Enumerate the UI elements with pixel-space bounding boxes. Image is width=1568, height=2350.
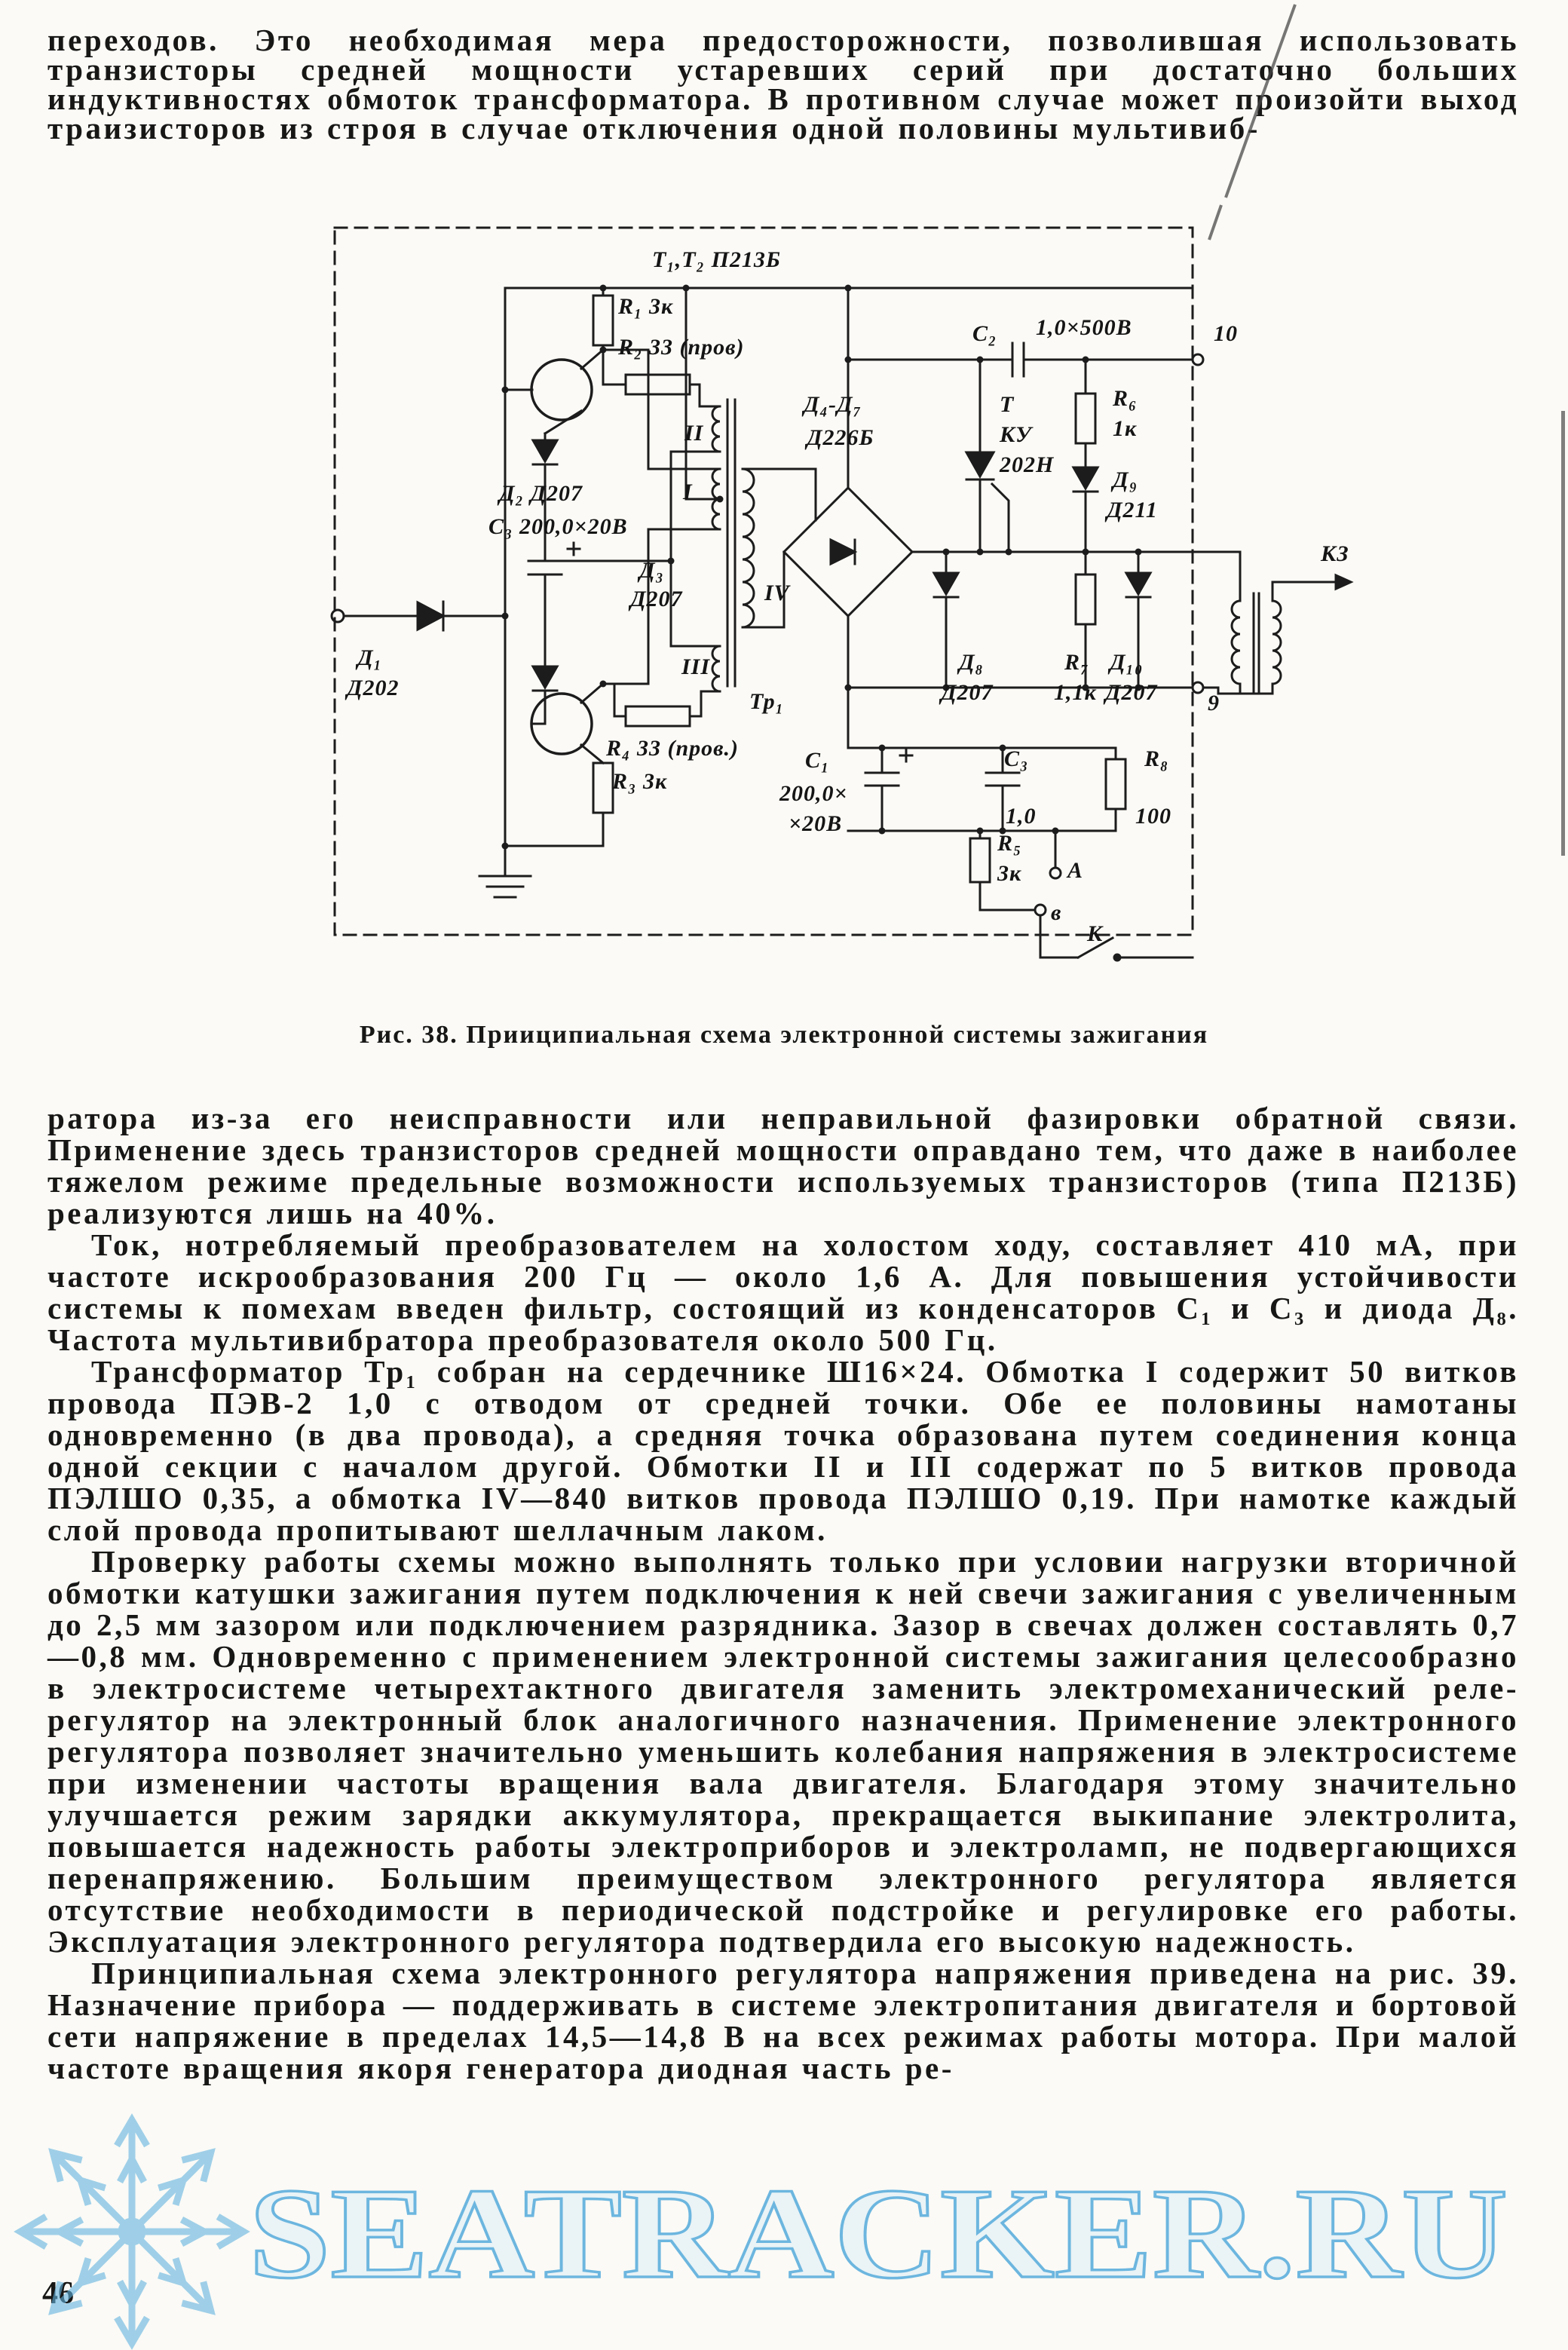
label-r6-value: 1к bbox=[1113, 416, 1138, 441]
label-terminal-9: 9 bbox=[1208, 691, 1220, 715]
label-c1: С₁ bbox=[805, 748, 830, 773]
transformer-tr1 bbox=[712, 400, 754, 691]
top-paragraph: переходов. Это необходимая мера предосторожности, позволившая использовать транзисторы средней мощности устаревших серий при достаточно больших индуктивностях обмоток трансформатора. В противном случае может произойти выход траизисторов из строя в случае отключения одной половины мультивиб- bbox=[47, 23, 1519, 146]
label-d10-value: Д207 bbox=[1105, 680, 1158, 705]
paragraph: Проверку работы схемы можно выполнять только при условии нагрузки вторичной обмотки катушки зажигания путем подключения к ней свечи зажигания с увеличенным до 2,5 мм зазором или подключением разрядника. Зазор в свечах должен составлять 0,7—0,8 мм. Одновременно с применением электронной системы зажигания целесообразно в электросистеме четырехтактного двигателя заменить электромеханический реле-регулятор на электронный блок аналогичного назначения. Применение электронного регулятора позволяет значительно уменьшить колебания напряжения в электросистеме при изменении частоты вращения вала двигателя. Благодаря этому значительно улучшается режим зарядки аккумулятора, прекращается выкипание электролита, повышается надежность работы электроприборов и электроламп, не подвергающихся перенапряжению. Большим преимуществом электронного регулятора является отсутствие необходимости в периодической подстройке и регулировке его работы. Эксплуатация электронного регулятора подтвердила его высокую надежность. bbox=[47, 1544, 1519, 1959]
resistor-r2 bbox=[626, 375, 690, 394]
capacitor-c1 bbox=[865, 749, 912, 786]
label-r2: R₂ 33 (пров) bbox=[618, 335, 745, 360]
label-d9-value: Д211 bbox=[1107, 498, 1158, 522]
ignition-coil bbox=[1203, 575, 1351, 694]
bridge-rectifier bbox=[784, 488, 912, 616]
paragraph: ратора из-за его неисправности или неправильной фазировки обратной связи. Применение здесь транзисторов средней мощности оправдано тем, что даже в наиболее тяжелом режиме предельные возможности используемых транзисторов (типа П213Б) реализуются лишь на 40%. bbox=[47, 1101, 1519, 1230]
label-c1-value1: 200,0× bbox=[779, 781, 848, 806]
label-winding-3: III bbox=[681, 654, 711, 679]
label-d4-d7: Д₄-Д₇ bbox=[804, 392, 862, 417]
label-kz: КЗ bbox=[1321, 541, 1349, 566]
paragraph: Ток, нотребляемый преобразователем на холостом ходу, составляет 410 мА, при частоте искрообразования 200 Гц — около 1,6 А. Для повышения устойчивости системы к помехам введен фильтр, состоящий из конденсаторов С₁ и С₃ и диода Д₈. Частота мультивибратора преобразователя около 500 Гц. bbox=[47, 1227, 1519, 1357]
label-d8: Д₈ bbox=[959, 650, 984, 675]
snowflake-icon bbox=[20, 2120, 243, 2343]
input-terminal bbox=[332, 610, 344, 622]
label-c2-value: 1,0×500В bbox=[1036, 315, 1132, 340]
label-c2: С₂ bbox=[972, 321, 997, 346]
diode-d3 bbox=[533, 666, 557, 688]
thyristor-ku202n bbox=[966, 452, 994, 476]
label-terminal-10: 10 bbox=[1214, 321, 1238, 346]
resistor-r8 bbox=[1106, 759, 1125, 809]
label-terminal-v: в bbox=[1051, 900, 1062, 925]
label-d8-value: Д207 bbox=[941, 680, 994, 705]
pen-mark bbox=[1161, 0, 1327, 249]
label-c3-bottom-value: 1,0 bbox=[1006, 804, 1037, 829]
resistor-r1 bbox=[593, 296, 613, 345]
diode-d9 bbox=[1073, 467, 1098, 489]
label-d3: Д₃ bbox=[639, 558, 664, 583]
label-d9: Д₉ bbox=[1113, 467, 1138, 492]
capacitor-c3-bottom bbox=[986, 773, 1019, 786]
label-d1-value: Д202 bbox=[347, 676, 400, 700]
label-r8-value: 100 bbox=[1135, 804, 1171, 829]
watermark-text: SEATRACKER.RU bbox=[249, 2162, 1508, 2306]
label-c1-value2: ×20В bbox=[789, 811, 843, 836]
diode-d8 bbox=[934, 573, 958, 594]
terminal-a bbox=[1050, 868, 1061, 878]
label-r1: R₁ 3к bbox=[618, 294, 674, 319]
resistor-r5 bbox=[970, 838, 990, 882]
label-tr1: Тр₁ bbox=[749, 689, 785, 714]
body-text bbox=[47, 1102, 1519, 2084]
diode-d10 bbox=[1126, 573, 1150, 594]
terminal-10 bbox=[1193, 354, 1203, 365]
label-r6: R₆ bbox=[1113, 386, 1138, 411]
label-r5: R₅ bbox=[997, 831, 1022, 856]
label-c3-bottom: С₃ bbox=[1004, 746, 1029, 771]
resistor-r6 bbox=[1076, 394, 1095, 443]
resistor-r7 bbox=[1076, 574, 1095, 624]
label-terminal-a: А bbox=[1067, 858, 1084, 883]
label-thyristor-t: Т bbox=[1000, 392, 1015, 417]
label-thyristor-ku: КУ bbox=[1000, 422, 1032, 447]
label-terminal-k: К bbox=[1087, 921, 1104, 946]
label-r3: R₃ 3к bbox=[612, 769, 668, 794]
capacitor-c2 bbox=[1012, 343, 1024, 376]
label-d226b: Д226Б bbox=[807, 425, 874, 450]
label-c3-left: С₃ 200,0×20В bbox=[488, 514, 628, 539]
label-r8: R₈ bbox=[1144, 746, 1169, 771]
label-winding-2: II bbox=[684, 421, 704, 446]
label-thyristor-202n: 202Н bbox=[1000, 452, 1055, 477]
label-r7: R₇ bbox=[1064, 650, 1089, 675]
diode-d2 bbox=[533, 440, 557, 461]
label-r4: R₄ 33 (пров.) bbox=[606, 736, 740, 761]
resistor-r3 bbox=[593, 763, 613, 813]
paragraph: Трансформатор Тр₁ собран на сердечнике Ш16×24. Обмотка I содержит 50 витков провода ПЭВ-2 1,0 с отводом от средней точки. Обе ее половины намотаны одновременно (в два провода), а средняя точка образована путем соединения конца одной секции с началом другой. Обмотки II и III содержат по 5 витков провода ПЭЛШО 0,35, а обмотка IV—840 витков провода ПЭЛШО 0,19. При намотке каждый слой провода пропитывают шеллачным лаком. bbox=[47, 1354, 1519, 1547]
resistor-r4 bbox=[626, 706, 690, 726]
label-r5-value: 3к bbox=[997, 861, 1022, 886]
label-d2: Д₂ Д207 bbox=[499, 481, 583, 506]
label-winding-1: I bbox=[683, 479, 693, 504]
label-d10: Д₁₀ bbox=[1110, 650, 1144, 675]
ground-icon bbox=[479, 876, 531, 897]
capacitor-c3-left bbox=[528, 543, 580, 574]
scan-edge-artifact bbox=[1561, 411, 1565, 856]
output-arrow-icon bbox=[1336, 575, 1351, 589]
watermark bbox=[0, 2105, 1568, 2350]
terminal-v bbox=[1035, 905, 1046, 915]
figure-schematic bbox=[324, 220, 1500, 1004]
label-d3-value: Д207 bbox=[630, 587, 683, 611]
figure-caption: Рис. 38. Прииципиальная схема электронной системы зажигания bbox=[359, 1021, 1209, 1049]
label-t1t2: Т₁,Т₂ П213Б bbox=[652, 247, 781, 272]
paragraph: Принципиальная схема электронного регулятора напряжения приведена на рис. 39. Назначение прибора — поддерживать в системе электропитания двигателя и бортовой сети напряжение в пределах 14,5—14,8 В на всех режимах работы мотора. При малой частоте вращения якоря генератора диодная часть ре- bbox=[47, 1956, 1519, 2085]
label-r7-value: 1,1к bbox=[1054, 680, 1097, 705]
terminal-9 bbox=[1193, 682, 1203, 693]
page-number: 46 bbox=[42, 2276, 74, 2311]
label-winding-4: IV bbox=[764, 581, 790, 605]
label-d1: Д₁ bbox=[357, 645, 382, 670]
diode-d1 bbox=[418, 602, 443, 630]
